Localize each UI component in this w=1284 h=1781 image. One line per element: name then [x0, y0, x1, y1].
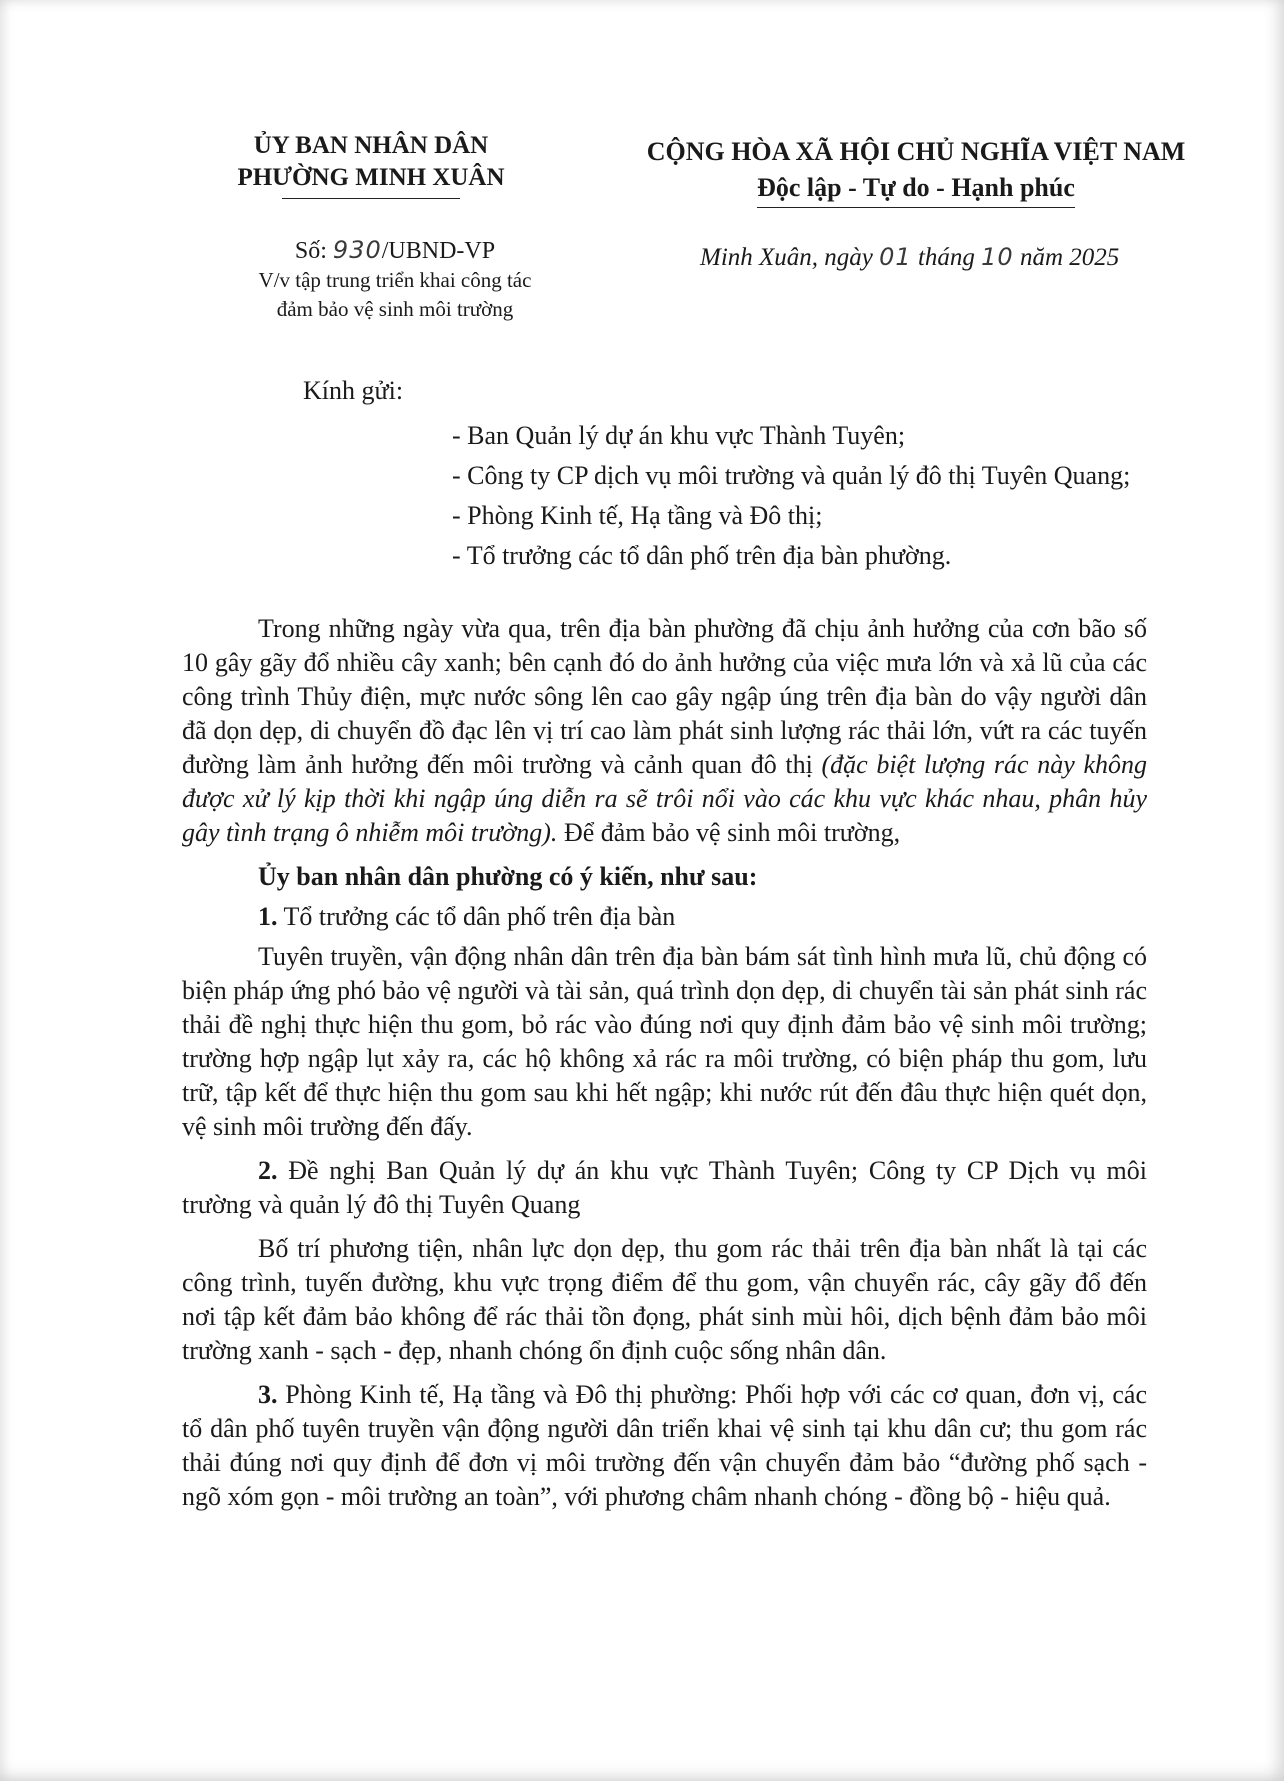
section-1-title: Tổ trưởng các tổ dân phố trên địa bàn [277, 902, 676, 931]
section-2-content: Bố trí phương tiện, nhân lực dọn dẹp, thu gom rác thải trên địa bàn nhất là tại các công trình, tuyến đường, khu vực trọng điểm để thu gom, vận chuyển rác, cây gãy đổ đến nơi tập kết đảm bảo không để rác thải tồn đọng, phát sinh mùi hôi, dịch bệnh đảm bảo môi trường xanh - sạch - đẹp, nhanh chóng ổn định cuộc sống nhân dân. [182, 1234, 1147, 1365]
section-3-paragraph [182, 1378, 1147, 1514]
intro-italic-note: (đặc biệt lượng rác này không được xử lý kịp thời khi ngập úng diễn ra sẽ trôi nổi vào các khu vực khác nhau, phân hủy gây tình trạng ô nhiễm môi trường). [182, 750, 1147, 847]
section-2-heading [182, 1154, 1147, 1222]
intro-text: Trong những ngày vừa qua, trên địa bàn phường đã chịu ảnh hưởng của cơn bão số 10 gây gãy đổ nhiều cây xanh; bên cạnh đó do ảnh hưởng của việc mưa lớn và xả lũ của các công trình Thủy điện, mực nước sông lên cao gây ngập úng trên địa bàn do vậy người dân đã dọn dẹp, di chuyển đồ đạc lên vị trí cao làm phát sinh lượng rác thải lớn, vứt ra các tuyến đường làm ảnh hưởng đến môi trường và cảnh quan đô thị [182, 614, 1147, 779]
agency-line-1: ỦY BAN NHÂN DÂN [253, 132, 489, 159]
section-2-number: 2. [258, 1156, 278, 1185]
opinion-heading: Ủy ban nhân dân phường có ý kiến, như sau: [258, 862, 758, 891]
recipient-item: - Ban Quản lý dự án khu vực Thành Tuyên; [452, 421, 906, 450]
document-date [700, 243, 1119, 272]
intro-paragraph [182, 612, 1147, 850]
agency-underline [282, 198, 460, 199]
document-number-suffix: /UBND-VP [381, 238, 496, 264]
agency-line-2: PHƯỜNG MINH XUÂN [237, 164, 505, 191]
national-motto: Độc lập - Tự do - Hạnh phúc [757, 170, 1075, 208]
document-body [182, 612, 1147, 1514]
section-1-content: Tuyên truyền, vận động nhân dân trên địa bàn bám sát tình hình mưa lũ, chủ động có biện pháp ứng phó bảo vệ người và tài sản, quá trình dọn dẹp, di chuyển tài sản phát sinh rác thải đề nghị thực hiện thu gom, bỏ rác vào đúng nơi quy định đảm bảo vệ sinh môi trường; trường hợp ngập lụt xảy ra, các hộ không xả rác ra môi trường, có biện pháp thu gom, lưu trữ, tập kết để thực hiện thu gom sau khi hết ngập; khi nước rút đến đâu thực hiện quét dọn, vệ sinh môi trường đến đấy. [182, 942, 1147, 1141]
section-1-heading [182, 900, 1147, 934]
date-month-handwritten: 10 [981, 243, 1014, 271]
section-3-number: 3. [258, 1380, 278, 1409]
recipient-item: - Tổ trưởng các tổ dân phố trên địa bàn phường. [452, 541, 952, 570]
country-name: CỘNG HÒA XÃ HỘI CHỦ NGHĨA VIỆT NAM [646, 137, 1186, 166]
salutation: Kính gửi: [303, 376, 404, 405]
intro-ending: Để đảm bảo vệ sinh môi trường, [557, 818, 901, 847]
document-number-handwritten: 930 [332, 236, 382, 264]
recipient-list [452, 416, 1242, 576]
national-heading [596, 134, 1236, 208]
date-place: Minh Xuân, ngày [700, 244, 880, 271]
section-3-content: Phối hợp với các cơ quan, đơn vị, các tổ dân phố tuyên truyền vận động người dân triển khai vệ sinh tại khu dân cư; thu gom rác thải đúng nơi quy định để đơn vị môi trường đến vận chuyển đảm bảo “đường phố sạch - ngõ xóm gọn - môi trường an toàn”, với phương châm nhanh chóng - đồng bộ - hiệu quả. [182, 1380, 1147, 1511]
subject-line-2: đảm bảo vệ sinh môi trường [276, 297, 514, 321]
subject-line-1: V/v tập trung triển khai công tác [258, 268, 532, 292]
section-2-title: Đề nghị Ban Quản lý dự án khu vực Thành Tuyên; Công ty CP Dịch vụ môi trường và quản lý đô thị Tuyên Quang [182, 1156, 1147, 1219]
section-1-number: 1. [258, 902, 278, 931]
issuing-agency [206, 130, 536, 199]
document-number [210, 236, 580, 265]
date-month-label: tháng [911, 244, 982, 271]
date-year: năm 2025 [1013, 244, 1120, 271]
recipient-item: - Phòng Kinh tế, Hạ tầng và Đô thị; [452, 501, 823, 530]
document-subject [210, 266, 580, 324]
recipient-item: - Công ty CP dịch vụ môi trường và quản lý đô thị Tuyên Quang; [452, 461, 1131, 490]
document-number-prefix: Số: [294, 238, 333, 264]
section-3-title: Phòng Kinh tế, Hạ tầng và Đô thị phường: [277, 1380, 738, 1409]
date-day-handwritten: 01 [879, 243, 912, 271]
